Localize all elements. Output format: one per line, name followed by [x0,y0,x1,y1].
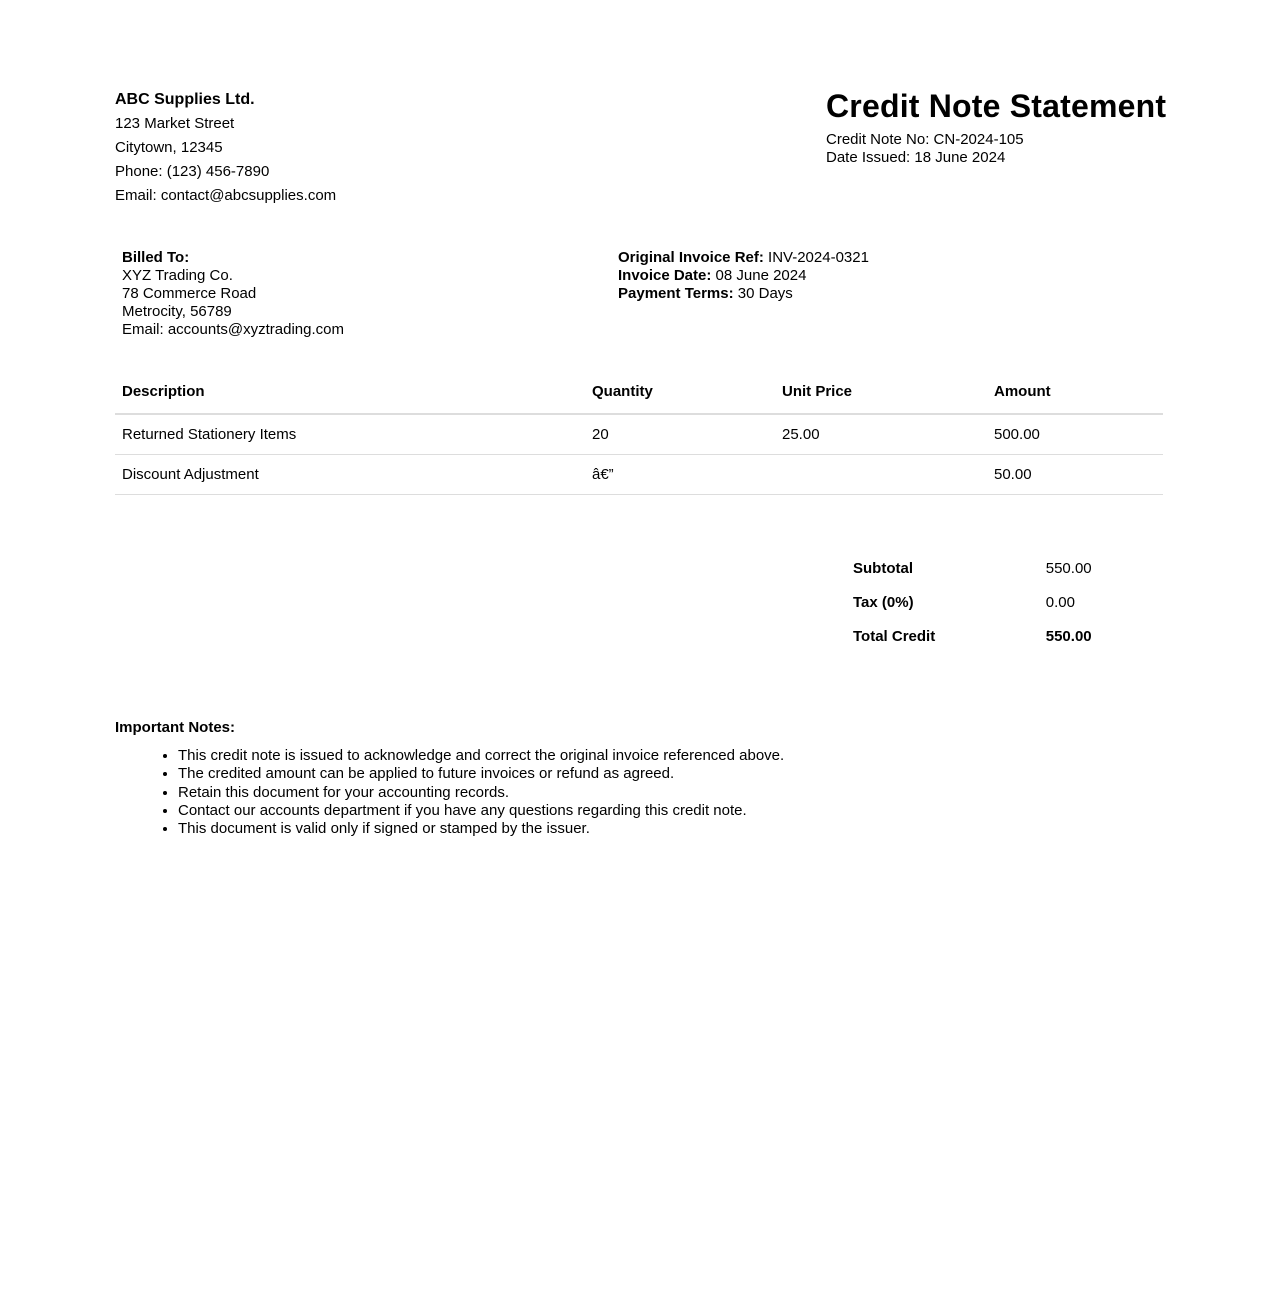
note-item: • Retain this document for your accounting records. [178,784,1164,802]
totals-row [853,619,1164,653]
payment-terms [618,285,869,303]
cell-amount: 50.00 [987,455,1163,495]
cell-quantity: â€” [585,455,775,495]
company-name: ABC Supplies Ltd. [115,91,255,108]
totals-label: Subtotal [853,559,913,577]
cell-description: Discount Adjustment [115,455,585,495]
cell-unit-price [775,455,987,495]
billed-to-block [115,249,618,339]
billed-to-email: Email: accounts@xyztrading.com [122,321,344,338]
table-row [115,455,1163,495]
company-phone: Phone: (123) 456-7890 [115,163,270,180]
credit-note-meta [826,131,1164,166]
invoice-ref-block [618,249,869,339]
original-invoice-ref [618,249,869,267]
payment-terms-value: 30 Days [733,285,793,302]
column-header-amount: Amount [987,383,1163,414]
billed-to-address-line2: Metrocity, 56789 [122,303,232,320]
totals-value: 550.00 [1045,627,1092,645]
cell-description: Returned Stationery Items [115,414,585,455]
totals-row [853,551,1164,585]
cell-unit-price: 25.00 [775,414,987,455]
important-notes-section [115,719,1164,838]
totals-label: Tax (0%) [853,593,914,611]
document-header [115,0,1167,208]
cell-amount: 500.00 [987,414,1163,455]
important-notes-heading: Important Notes: [115,719,235,736]
note-item: • The credited amount can be applied to future invoices or refund as agreed. [178,765,1164,783]
table-row [115,414,1163,455]
payment-terms-label: Payment Terms: [618,285,734,302]
totals-value: 0.00 [1045,593,1075,611]
invoice-date-label: Invoice Date: [618,267,712,284]
credit-note-number: Credit Note No: CN-2024-105 [826,131,1024,148]
date-issued: Date Issued: 18 June 2024 [826,148,1006,166]
company-email: Email: contact@abcsupplies.com [115,187,337,204]
note-item: • This document is valid only if signed or stamped by the issuer. [178,820,1164,838]
table-header-row [115,383,1163,414]
totals-label: Total Credit [853,627,936,645]
totals-table [853,551,1164,653]
notes-list [115,747,1164,838]
column-header-unit-price: Unit Price [775,383,987,414]
billed-to-name: XYZ Trading Co. [122,267,233,284]
column-header-description: Description [115,383,585,414]
company-address-line1: 123 Market Street [115,115,235,132]
billed-to-address-line1: 78 Commerce Road [122,285,257,302]
title-block [826,88,1167,166]
cell-quantity: 20 [585,414,775,455]
original-invoice-ref-label: Original Invoice Ref: [618,249,764,266]
column-header-quantity: Quantity [585,383,775,414]
note-item: • Contact our accounts department if you have any questions regarding this credit note. [178,802,1164,820]
parties-section [115,249,1164,339]
issuer-company-block [115,88,336,208]
line-items-table [115,383,1163,495]
totals-row [853,585,1164,619]
billed-to-label: Billed To: [122,249,190,266]
page-title: Credit Note Statement [826,88,1167,124]
totals-value: 550.00 [1045,559,1092,577]
table-body [115,414,1163,495]
note-item: • This credit note is issued to acknowledge and correct the original invoice referenced above. [178,747,1164,765]
invoice-date [618,267,869,285]
invoice-date-value: 08 June 2024 [711,267,807,284]
original-invoice-ref-value: INV-2024-0321 [763,249,869,266]
company-address-line2: Citytown, 12345 [115,139,223,156]
